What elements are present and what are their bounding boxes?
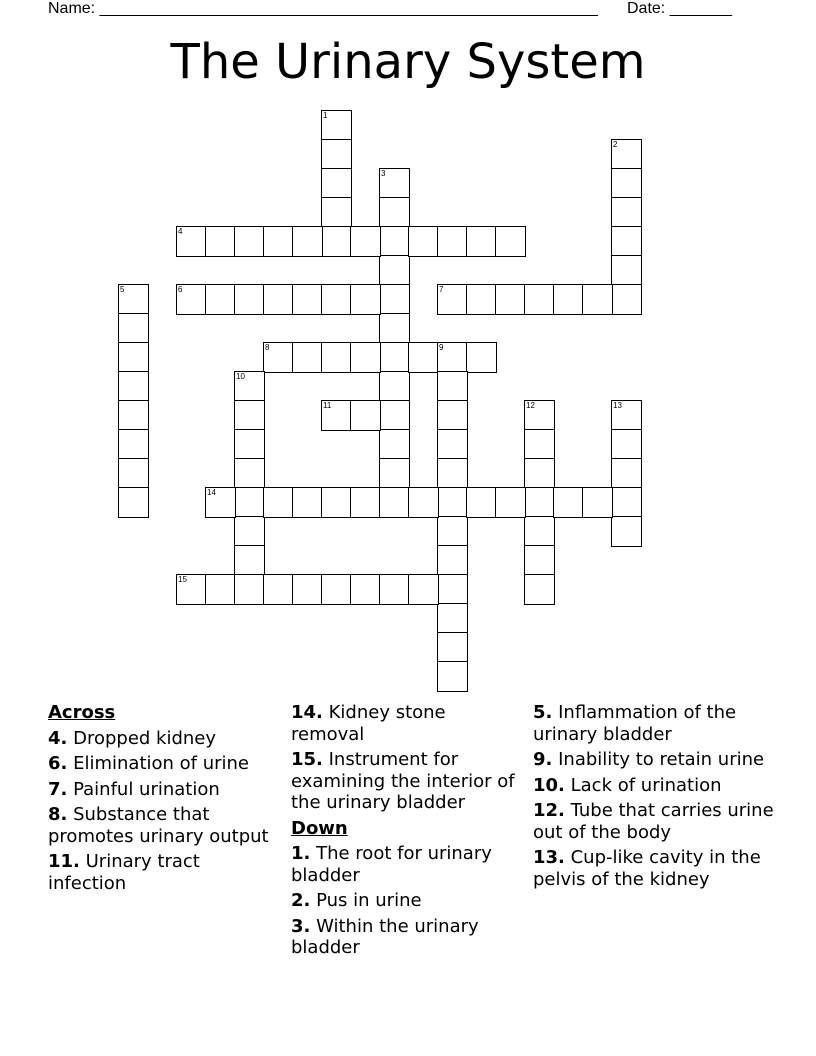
- grid-cell[interactable]: [379, 168, 410, 199]
- grid-cell[interactable]: [263, 342, 294, 373]
- grid-cell[interactable]: [437, 516, 468, 547]
- grid-cell[interactable]: [495, 487, 526, 518]
- grid-cell[interactable]: [118, 429, 149, 460]
- cell-number: 15: [178, 575, 187, 584]
- clue-text: Instrument for examining the interior of the urinary bladder: [291, 749, 515, 813]
- grid-cell[interactable]: [611, 255, 642, 286]
- grid-cell[interactable]: [408, 226, 439, 257]
- grid-cell[interactable]: [350, 400, 381, 431]
- grid-cell[interactable]: [321, 139, 352, 170]
- across-heading: Across: [48, 702, 116, 723]
- grid-cell[interactable]: [524, 429, 555, 460]
- grid-cell[interactable]: [466, 226, 497, 257]
- grid-cell[interactable]: [321, 226, 352, 257]
- clue-number: 15.: [291, 749, 323, 770]
- grid-cell[interactable]: [437, 574, 468, 605]
- clue-across-6: [48, 753, 278, 775]
- grid-cell[interactable]: [176, 284, 207, 315]
- grid-cell[interactable]: [118, 400, 149, 431]
- clue-down-5: [533, 702, 778, 745]
- grid-cell[interactable]: [437, 603, 468, 634]
- cell-number: 3: [381, 169, 386, 178]
- grid-cell[interactable]: [524, 458, 555, 489]
- clue-number: 11.: [48, 851, 80, 872]
- grid-cell[interactable]: [118, 371, 149, 402]
- clue-text: Inability to retain urine: [552, 749, 765, 770]
- grid-cell[interactable]: [205, 487, 236, 518]
- grid-cell[interactable]: [524, 400, 555, 431]
- grid-cell[interactable]: [205, 226, 236, 257]
- grid-cell[interactable]: [292, 342, 323, 373]
- grid-cell[interactable]: [379, 197, 410, 228]
- clue-text: Lack of urination: [564, 774, 722, 796]
- grid-cell[interactable]: [379, 400, 410, 431]
- grid-cell[interactable]: [437, 545, 468, 576]
- grid-cell[interactable]: [524, 545, 555, 576]
- grid-cell[interactable]: [437, 429, 468, 460]
- grid-cell[interactable]: [611, 284, 642, 315]
- grid-cell[interactable]: [437, 661, 468, 692]
- grid-cell[interactable]: [234, 458, 265, 489]
- clue-text: Tube that carries urine out of the body: [533, 800, 774, 843]
- grid-cell[interactable]: [321, 168, 352, 199]
- clue-across-15: [291, 749, 521, 814]
- clue-number: 9.: [533, 749, 553, 770]
- grid-cell[interactable]: [611, 226, 642, 257]
- grid-cell[interactable]: [205, 284, 236, 315]
- grid-cell[interactable]: [379, 284, 410, 315]
- clue-number: 6.: [48, 753, 68, 774]
- clue-text: Dropped kidney: [67, 727, 217, 749]
- cell-number: 8: [265, 343, 270, 352]
- grid-cell[interactable]: [350, 226, 381, 257]
- grid-cell[interactable]: [408, 342, 439, 373]
- grid-cell[interactable]: [408, 487, 439, 518]
- grid-cell[interactable]: [234, 574, 265, 605]
- cell-number: 2: [613, 140, 618, 149]
- grid-cell[interactable]: [234, 400, 265, 431]
- grid-cell[interactable]: [263, 284, 294, 315]
- grid-cell[interactable]: [292, 226, 323, 257]
- grid-cell[interactable]: [234, 284, 265, 315]
- grid-cell[interactable]: [379, 371, 410, 402]
- grid-cell[interactable]: [553, 487, 584, 518]
- grid-cell[interactable]: [408, 574, 439, 605]
- grid-cell[interactable]: [205, 574, 236, 605]
- clue-number: 13.: [533, 847, 565, 868]
- clue-number: 1.: [291, 843, 311, 864]
- date-field-label: Date: _______: [627, 0, 732, 17]
- grid-cell[interactable]: [350, 342, 381, 373]
- grid-cell[interactable]: [118, 458, 149, 489]
- clue-column-2: [291, 702, 521, 963]
- grid-cell[interactable]: [379, 226, 410, 257]
- grid-cell[interactable]: [611, 197, 642, 228]
- grid-cell[interactable]: [379, 487, 410, 518]
- grid-cell[interactable]: [524, 487, 555, 518]
- grid-cell[interactable]: [379, 458, 410, 489]
- grid-cell[interactable]: [321, 110, 352, 141]
- clue-across-7: [48, 779, 278, 801]
- grid-cell[interactable]: [350, 487, 381, 518]
- grid-cell[interactable]: [321, 342, 352, 373]
- clue-across-8: [48, 804, 278, 847]
- grid-cell[interactable]: [350, 284, 381, 315]
- grid-cell[interactable]: [292, 574, 323, 605]
- cell-number: 1: [323, 111, 328, 120]
- grid-cell[interactable]: [350, 574, 381, 605]
- clue-down-10: [533, 775, 778, 797]
- grid-cell[interactable]: [321, 197, 352, 228]
- clue-text: The root for urinary bladder: [291, 843, 492, 886]
- grid-cell[interactable]: [321, 400, 352, 431]
- grid-cell[interactable]: [263, 487, 294, 518]
- grid-cell[interactable]: [234, 429, 265, 460]
- clue-text: Substance that promotes urinary output: [48, 804, 269, 847]
- grid-cell[interactable]: [553, 284, 584, 315]
- grid-cell[interactable]: [263, 574, 294, 605]
- cell-number: 5: [120, 285, 125, 294]
- clue-across-11: [48, 851, 278, 894]
- grid-cell[interactable]: [321, 487, 352, 518]
- grid-cell[interactable]: [379, 574, 410, 605]
- grid-cell[interactable]: [524, 574, 555, 605]
- grid-cell[interactable]: [321, 284, 352, 315]
- grid-cell[interactable]: [611, 429, 642, 460]
- cell-number: 11: [323, 401, 332, 410]
- grid-cell[interactable]: [292, 284, 323, 315]
- grid-cell[interactable]: [379, 429, 410, 460]
- grid-cell[interactable]: [118, 487, 149, 518]
- clue-column-3: [533, 702, 778, 894]
- grid-cell[interactable]: [118, 313, 149, 344]
- grid-cell[interactable]: [234, 545, 265, 576]
- grid-cell[interactable]: [437, 342, 468, 373]
- clue-text: Urinary tract infection: [48, 851, 200, 894]
- grid-cell[interactable]: [466, 284, 497, 315]
- cell-number: 6: [178, 285, 183, 294]
- grid-cell[interactable]: [524, 516, 555, 547]
- grid-cell[interactable]: [321, 574, 352, 605]
- page-title: The Urinary System: [170, 34, 646, 90]
- grid-cell[interactable]: [292, 487, 323, 518]
- clue-number: 12.: [533, 800, 565, 821]
- clue-down-1: [291, 843, 521, 886]
- clue-down-2: [291, 890, 521, 912]
- clue-column-1: [48, 702, 278, 898]
- grid-cell[interactable]: [582, 284, 613, 315]
- cell-number: 7: [439, 285, 444, 294]
- grid-cell[interactable]: [466, 342, 497, 373]
- grid-cell[interactable]: [495, 226, 526, 257]
- clue-number: 10.: [533, 774, 565, 796]
- grid-cell[interactable]: [437, 487, 468, 518]
- grid-cell[interactable]: [437, 400, 468, 431]
- grid-cell[interactable]: [176, 226, 207, 257]
- grid-cell[interactable]: [437, 284, 468, 315]
- clue-text: Painful urination: [67, 778, 220, 800]
- grid-cell[interactable]: [263, 226, 294, 257]
- grid-cell[interactable]: [466, 487, 497, 518]
- grid-cell[interactable]: [437, 632, 468, 663]
- cell-number: 10: [236, 372, 245, 381]
- down-heading: Down: [291, 817, 348, 839]
- grid-cell[interactable]: [437, 226, 468, 257]
- clue-across-4: [48, 728, 278, 750]
- grid-cell[interactable]: [524, 284, 555, 315]
- grid-cell[interactable]: [234, 226, 265, 257]
- grid-cell[interactable]: [234, 371, 265, 402]
- grid-cell[interactable]: [495, 284, 526, 315]
- grid-cell[interactable]: [611, 487, 642, 518]
- clue-number: 2.: [291, 890, 311, 911]
- clue-number: 8.: [48, 804, 68, 825]
- clue-text: Kidney stone removal: [291, 702, 446, 745]
- name-field-label: Name: ________________________________________________________: [48, 0, 598, 17]
- grid-cell[interactable]: [611, 139, 642, 170]
- grid-cell[interactable]: [234, 487, 265, 518]
- clue-number: 5.: [533, 702, 553, 723]
- grid-cell[interactable]: [118, 284, 149, 315]
- clue-number: 7.: [48, 778, 68, 800]
- clue-text: Inflammation of the urinary bladder: [533, 702, 737, 745]
- clue-down-12: [533, 800, 778, 843]
- grid-cell[interactable]: [582, 487, 613, 518]
- clue-text: Cup-like cavity in the pelvis of the kidney: [533, 847, 761, 890]
- cell-number: 4: [178, 227, 183, 236]
- grid-cell[interactable]: [437, 458, 468, 489]
- clue-across-14: [291, 702, 521, 745]
- clue-number: 14.: [291, 702, 323, 723]
- grid-cell[interactable]: [379, 313, 410, 344]
- clue-down-9: [533, 749, 778, 771]
- grid-cell[interactable]: [379, 255, 410, 286]
- cell-number: 13: [613, 401, 622, 410]
- clue-down-3: [291, 916, 521, 959]
- grid-cell[interactable]: [611, 168, 642, 199]
- grid-cell[interactable]: [437, 371, 468, 402]
- grid-cell[interactable]: [176, 574, 207, 605]
- grid-cell[interactable]: [611, 516, 642, 547]
- clue-number: 4.: [48, 727, 68, 749]
- grid-cell[interactable]: [611, 400, 642, 431]
- grid-cell[interactable]: [234, 516, 265, 547]
- cell-number: 9: [439, 343, 444, 352]
- grid-cell[interactable]: [379, 342, 410, 373]
- clue-number: 3.: [291, 915, 311, 937]
- clue-text: Within the urinary bladder: [291, 915, 479, 958]
- clue-down-13: [533, 847, 778, 890]
- cell-number: 14: [207, 488, 216, 497]
- clue-text: Elimination of urine: [67, 753, 250, 774]
- cell-number: 12: [526, 401, 535, 410]
- grid-cell[interactable]: [118, 342, 149, 373]
- grid-cell[interactable]: [611, 458, 642, 489]
- clue-text: Pus in urine: [310, 890, 422, 911]
